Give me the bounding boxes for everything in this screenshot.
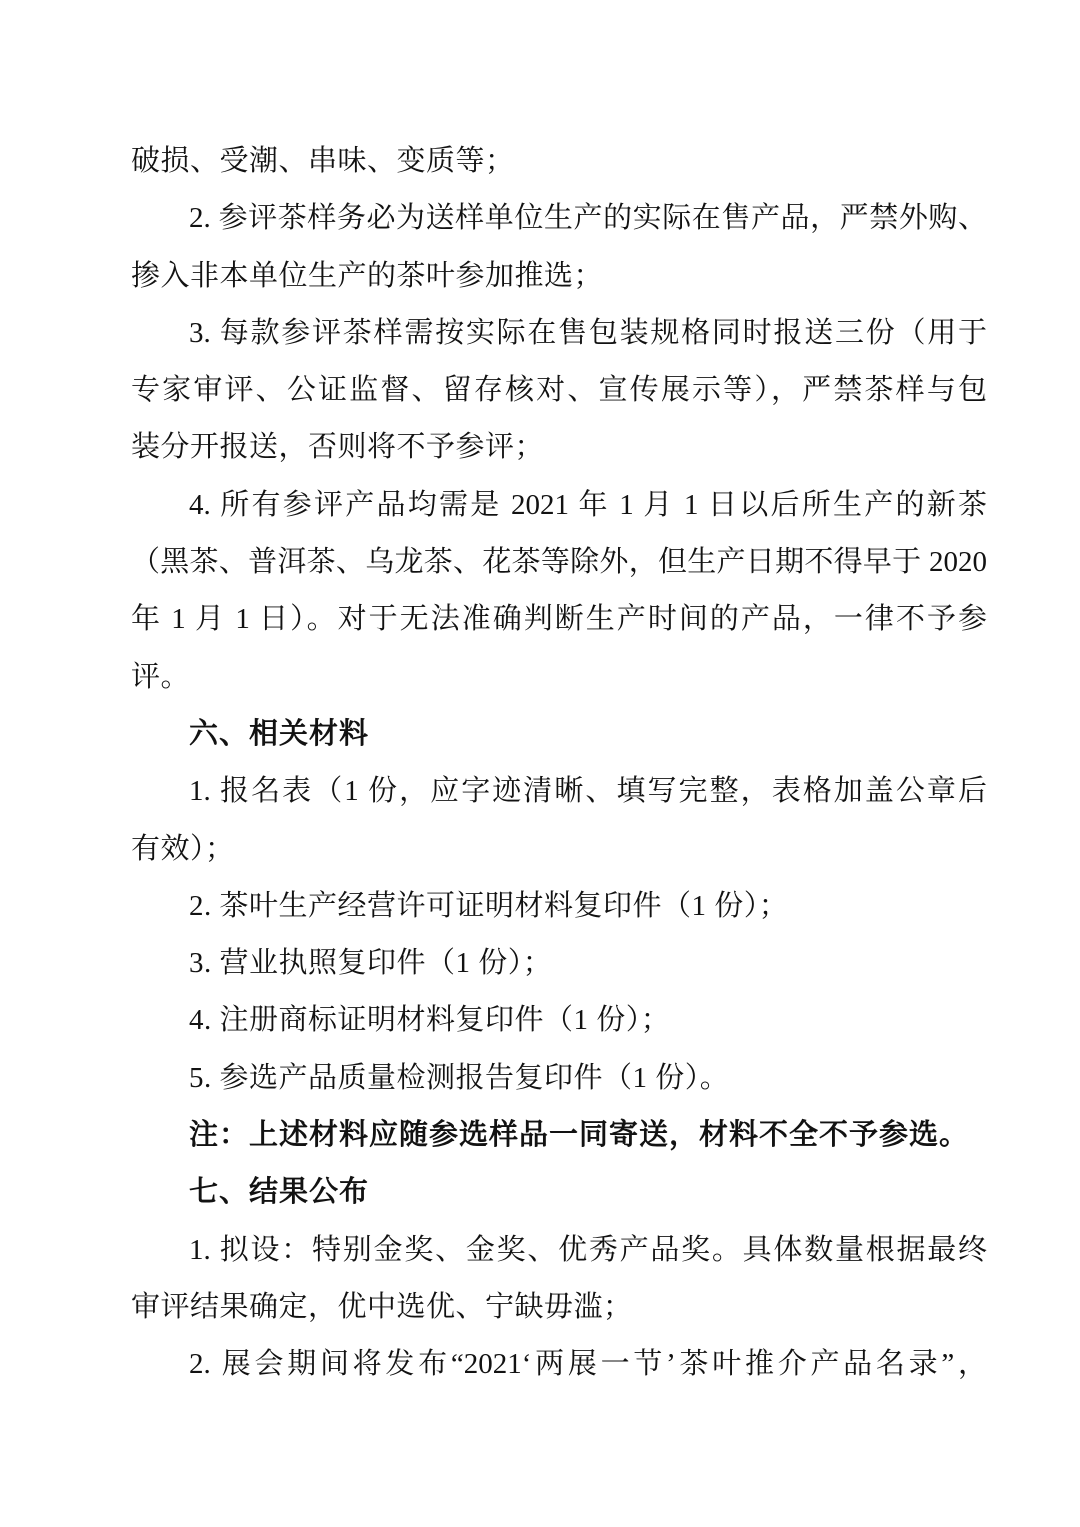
list-item-line: 4. 注册商标证明材料复印件（1 份）； — [189, 1004, 671, 1037]
paragraph-line: 年 1 月 1 日）。对于无法准确判断生产时间的产品，一律不予参 — [131, 603, 987, 636]
list-item-line: 1. 报名表（1 份，应字迹清晰、填写完整，表格加盖公章后 — [189, 775, 987, 808]
paragraph-line: 审评结果确定，优中选优、宁缺毋滥； — [131, 1290, 633, 1323]
paragraph-line: 专家审评、公证监督、留存核对、宣传展示等），严禁茶样与包 — [131, 374, 987, 407]
paragraph-line: 装分开报送，否则将不予参评； — [131, 431, 545, 464]
list-item-line: 5. 参选产品质量检测报告复印件（1 份）。 — [189, 1061, 730, 1094]
list-item-line: 3. 营业执照复印件（1 份）； — [189, 947, 553, 980]
paragraph-line: 有效）； — [131, 832, 235, 865]
paragraph-line: 破损、受潮、串味、变质等； — [131, 145, 515, 177]
paragraph-line: 评。 — [131, 660, 191, 693]
paragraph-line: 掺入非本单位生产的茶叶参加推选； — [131, 259, 604, 292]
list-item-line: 1. 拟设：特别金奖、金奖、优秀产品奖。具体数量根据最终 — [189, 1233, 987, 1266]
section-heading-materials: 六、相关材料 — [189, 717, 370, 750]
note-line: 注：上述材料应随参选样品一同寄送，材料不全不予参选。 — [189, 1119, 970, 1152]
paragraph-line: （黑茶、普洱茶、乌龙茶、花茶等除外，但生产日期不得早于 2020 — [131, 546, 987, 579]
list-item-line: 3. 每款参评茶样需按实际在售包装规格同时报送三份（用于 — [189, 316, 987, 349]
list-item-line: 2. 参评茶样务必为送样单位生产的实际在售产品，严禁外购、 — [189, 202, 987, 235]
list-item-line: 2. 茶叶生产经营许可证明材料复印件（1 份）； — [189, 889, 789, 922]
list-item-line: 4. 所有参评产品均需是 2021 年 1 月 1 日以后所生产的新茶 — [189, 488, 987, 521]
document-body — [131, 133, 987, 1394]
section-heading-results: 七、结果公布 — [189, 1176, 370, 1209]
list-item-line: 2. 展会期间将发布“2021‘两展一节’茶叶推介产品名录”， — [189, 1348, 987, 1381]
